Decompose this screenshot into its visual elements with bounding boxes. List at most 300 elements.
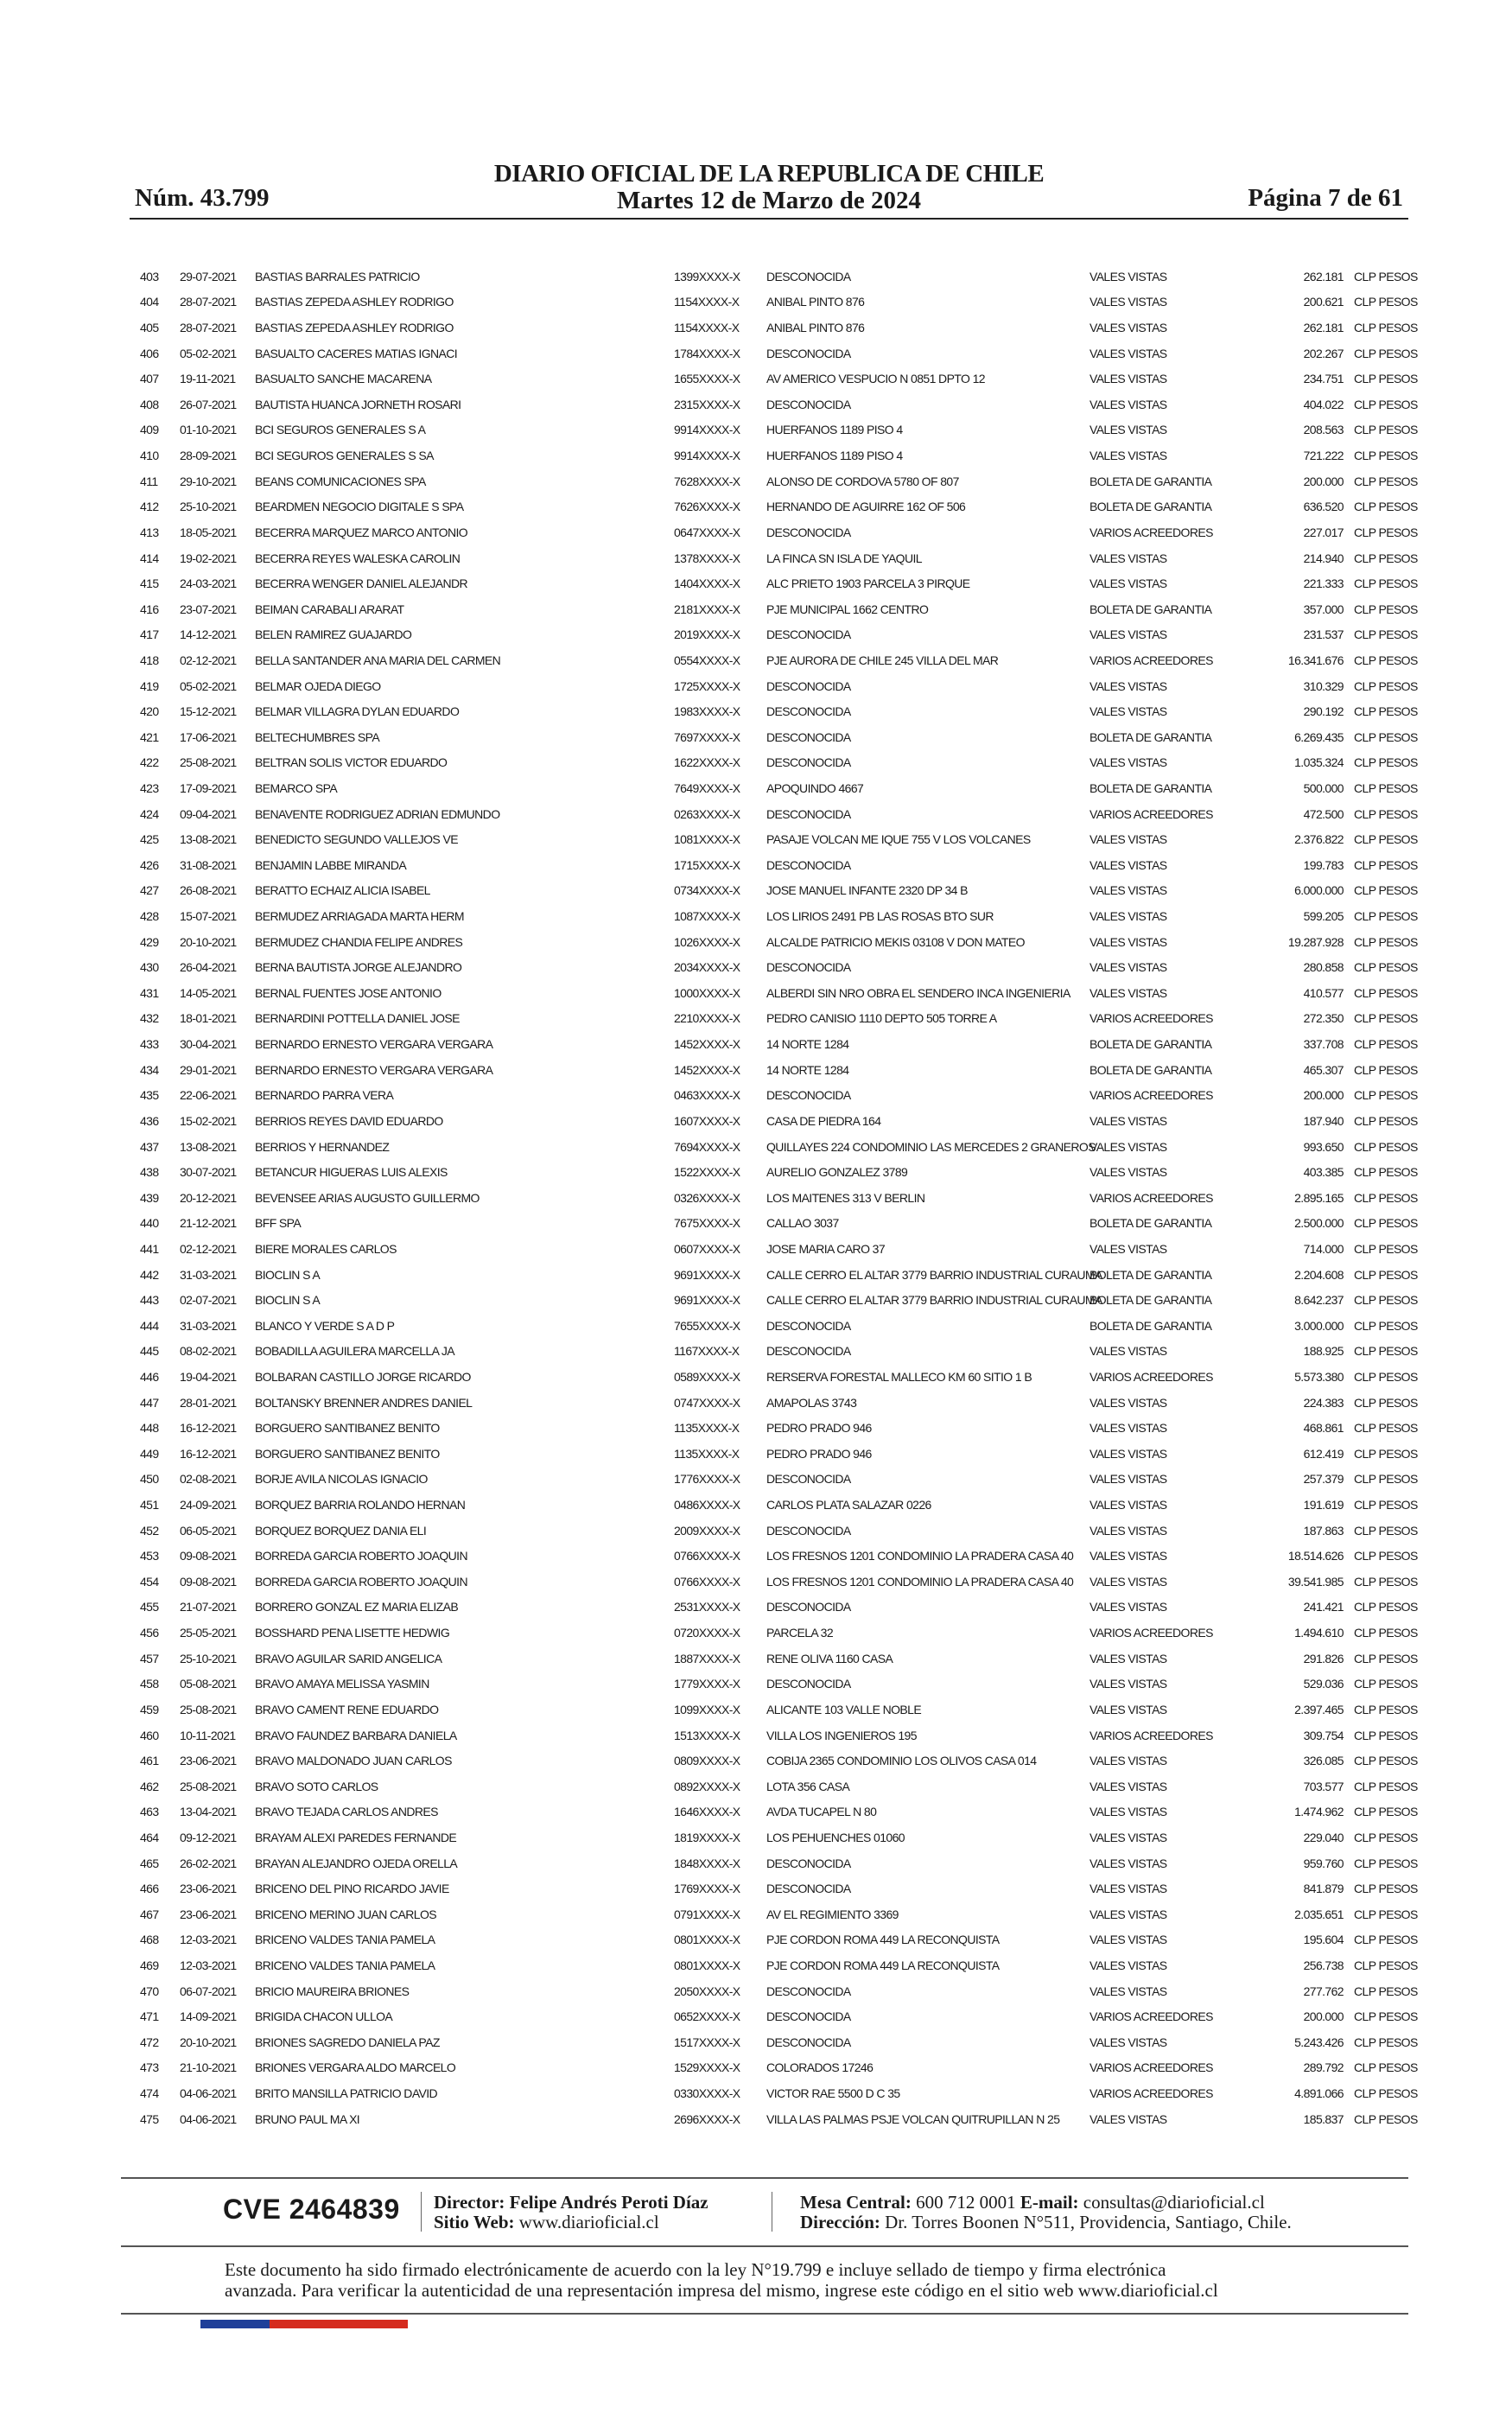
row-address: COBIJA 2365 CONDOMINIO LOS OLIVOS CASA 014 bbox=[766, 1754, 1037, 1768]
row-address: DESCONOCIDA bbox=[766, 1677, 851, 1691]
flag-stripe bbox=[200, 2320, 408, 2328]
row-rut: 1452XXXX-X bbox=[674, 1062, 740, 1077]
row-type: VARIOS ACREEDORES bbox=[1090, 1370, 1213, 1384]
row-date: 17-06-2021 bbox=[180, 729, 237, 744]
row-name: BRAVO MALDONADO JUAN CARLOS bbox=[255, 1754, 452, 1768]
row-currency: CLP PESOS bbox=[1354, 806, 1418, 821]
row-name: BORREDA GARCIA ROBERTO JOAQUIN bbox=[255, 1574, 467, 1589]
row-rut: 0747XXXX-X bbox=[674, 1395, 740, 1410]
row-number: 418 bbox=[140, 653, 159, 667]
row-rut: 1887XXXX-X bbox=[674, 1651, 740, 1665]
row-number: 449 bbox=[140, 1446, 159, 1461]
row-rut: 9914XXXX-X bbox=[674, 449, 740, 463]
table-row bbox=[140, 392, 1408, 417]
row-type: VALES VISTAS bbox=[1090, 372, 1167, 386]
row-rut: 0766XXXX-X bbox=[674, 1574, 740, 1589]
row-amount: 224.383 bbox=[1303, 1395, 1344, 1410]
row-rut: 2531XXXX-X bbox=[674, 1600, 740, 1614]
row-amount: 187.863 bbox=[1303, 1523, 1344, 1538]
row-name: BERMUDEZ ARRIAGADA MARTA HERM bbox=[255, 909, 464, 924]
table-row bbox=[140, 929, 1408, 955]
row-type: VALES VISTAS bbox=[1090, 909, 1167, 924]
table-row bbox=[140, 1083, 1408, 1109]
row-name: BERRIOS REYES DAVID EDUARDO bbox=[255, 1113, 443, 1128]
row-amount: 357.000 bbox=[1303, 602, 1344, 616]
row-name: BASTIAS ZEPEDA ASHLEY RODRIGO bbox=[255, 321, 454, 335]
table-row bbox=[140, 852, 1408, 878]
row-date: 04-06-2021 bbox=[180, 2111, 237, 2126]
row-type: VALES VISTAS bbox=[1090, 1395, 1167, 1410]
row-amount: 200.621 bbox=[1303, 295, 1344, 309]
records-body bbox=[140, 264, 1418, 2131]
row-type: VALES VISTAS bbox=[1090, 1241, 1167, 1256]
row-number: 456 bbox=[140, 1626, 159, 1640]
row-date: 15-02-2021 bbox=[180, 1113, 237, 1128]
row-number: 425 bbox=[140, 832, 159, 847]
masthead bbox=[130, 161, 1408, 214]
cve-code: CVE 2464839 bbox=[223, 2194, 400, 2225]
row-address: 14 NORTE 1284 bbox=[766, 1037, 849, 1052]
row-rut: 0263XXXX-X bbox=[674, 806, 740, 821]
row-number: 442 bbox=[140, 1267, 159, 1282]
row-type: VALES VISTAS bbox=[1090, 1165, 1167, 1180]
row-type: VALES VISTAS bbox=[1090, 1907, 1167, 1921]
row-rut: 1167XXXX-X bbox=[674, 1344, 740, 1359]
email-label: E-mail: bbox=[1020, 2192, 1079, 2213]
row-amount: 2.500.000 bbox=[1294, 1216, 1344, 1231]
row-name: BENAVENTE RODRIGUEZ ADRIAN EDMUNDO bbox=[255, 806, 500, 821]
row-amount: 191.619 bbox=[1303, 1498, 1344, 1512]
row-number: 422 bbox=[140, 755, 159, 770]
row-number: 431 bbox=[140, 985, 159, 1000]
row-currency: CLP PESOS bbox=[1354, 1702, 1418, 1716]
row-type: VARIOS ACREEDORES bbox=[1090, 806, 1213, 821]
row-amount: 231.537 bbox=[1303, 627, 1344, 642]
row-rut: 0463XXXX-X bbox=[674, 1088, 740, 1103]
table-row bbox=[140, 1159, 1408, 1185]
table-row bbox=[140, 1672, 1408, 1697]
row-type: VARIOS ACREEDORES bbox=[1090, 1011, 1213, 1026]
row-name: BERNARDINI POTTELLA DANIEL JOSE bbox=[255, 1011, 460, 1026]
publication-date: Martes 12 de Marzo de 2024 bbox=[617, 187, 921, 214]
row-name: BECERRA REYES WALESKA CAROLIN bbox=[255, 551, 461, 565]
row-currency: CLP PESOS bbox=[1354, 1446, 1418, 1461]
row-currency: CLP PESOS bbox=[1354, 525, 1418, 539]
flag-blue-segment bbox=[200, 2320, 270, 2328]
row-name: BRITO MANSILLA PATRICIO DAVID bbox=[255, 2086, 438, 2101]
row-name: BELEN RAMIREZ GUAJARDO bbox=[255, 627, 412, 642]
row-date: 09-04-2021 bbox=[180, 806, 237, 821]
row-number: 465 bbox=[140, 1856, 159, 1870]
row-number: 419 bbox=[140, 678, 159, 693]
row-name: BOLTANSKY BRENNER ANDRES DANIEL bbox=[255, 1395, 473, 1410]
row-address: LOS MAITENES 313 V BERLIN bbox=[766, 1190, 925, 1205]
row-amount: 2.376.822 bbox=[1294, 832, 1344, 847]
row-address: DESCONOCIDA bbox=[766, 627, 851, 642]
row-number: 429 bbox=[140, 934, 159, 949]
row-currency: CLP PESOS bbox=[1354, 985, 1418, 1000]
row-type: VALES VISTAS bbox=[1090, 551, 1167, 565]
row-number: 467 bbox=[140, 1907, 159, 1921]
row-number: 426 bbox=[140, 857, 159, 872]
row-name: BERATTO ECHAIZ ALICIA ISABEL bbox=[255, 883, 430, 898]
row-rut: 1026XXXX-X bbox=[674, 934, 740, 949]
row-name: BRAVO CAMENT RENE EDUARDO bbox=[255, 1702, 439, 1716]
table-row bbox=[140, 2055, 1408, 2081]
row-number: 451 bbox=[140, 1498, 159, 1512]
row-rut: 0801XXXX-X bbox=[674, 1933, 740, 1947]
row-amount: 199.783 bbox=[1303, 857, 1344, 872]
row-date: 12-03-2021 bbox=[180, 1958, 237, 1973]
row-amount: 290.192 bbox=[1303, 704, 1344, 719]
row-rut: 2315XXXX-X bbox=[674, 397, 740, 411]
row-rut: 0486XXXX-X bbox=[674, 1498, 740, 1512]
row-number: 468 bbox=[140, 1933, 159, 1947]
row-date: 20-12-2021 bbox=[180, 1190, 237, 1205]
table-row bbox=[140, 1364, 1408, 1390]
table-row bbox=[140, 698, 1408, 724]
row-name: BORJE AVILA NICOLAS IGNACIO bbox=[255, 1472, 428, 1487]
table-row bbox=[140, 494, 1408, 519]
site-link[interactable]: www.diarioficial.cl bbox=[518, 2212, 659, 2232]
row-type: VARIOS ACREEDORES bbox=[1090, 653, 1213, 667]
row-type: VALES VISTAS bbox=[1090, 1421, 1167, 1436]
row-currency: CLP PESOS bbox=[1354, 653, 1418, 667]
row-number: 405 bbox=[140, 321, 159, 335]
row-currency: CLP PESOS bbox=[1354, 960, 1418, 975]
email-link[interactable]: consultas@diarioficial.cl bbox=[1083, 2192, 1265, 2213]
row-currency: CLP PESOS bbox=[1354, 1882, 1418, 1896]
row-address: PJE AURORA DE CHILE 245 VILLA DEL MAR bbox=[766, 653, 999, 667]
row-date: 22-06-2021 bbox=[180, 1088, 237, 1103]
row-amount: 188.925 bbox=[1303, 1344, 1344, 1359]
row-name: BRIGIDA CHACON ULLOA bbox=[255, 2009, 393, 2024]
row-rut: 1622XXXX-X bbox=[674, 755, 740, 770]
row-currency: CLP PESOS bbox=[1354, 1574, 1418, 1589]
row-number: 438 bbox=[140, 1165, 159, 1180]
row-address: CARLOS PLATA SALAZAR 0226 bbox=[766, 1498, 931, 1512]
row-type: VALES VISTAS bbox=[1090, 1805, 1167, 1819]
row-rut: 2034XXXX-X bbox=[674, 960, 740, 975]
row-rut: 1135XXXX-X bbox=[674, 1421, 740, 1436]
row-name: BEIMAN CARABALI ARARAT bbox=[255, 602, 404, 616]
row-name: BRAVO AGUILAR SARID ANGELICA bbox=[255, 1651, 442, 1665]
row-type: VALES VISTAS bbox=[1090, 1139, 1167, 1154]
row-type: BOLETA DE GARANTIA bbox=[1090, 1037, 1212, 1052]
row-rut: 9691XXXX-X bbox=[674, 1267, 740, 1282]
row-number: 446 bbox=[140, 1370, 159, 1384]
table-row bbox=[140, 1569, 1408, 1595]
table-row bbox=[140, 724, 1408, 750]
row-rut: 0326XXXX-X bbox=[674, 1190, 740, 1205]
table-row bbox=[140, 647, 1408, 673]
row-name: BRAVO SOTO CARLOS bbox=[255, 1779, 378, 1793]
director-block bbox=[434, 2193, 708, 2232]
row-date: 09-08-2021 bbox=[180, 1549, 237, 1563]
row-name: BRICIO MAUREIRA BRIONES bbox=[255, 1984, 410, 1998]
row-currency: CLP PESOS bbox=[1354, 576, 1418, 591]
row-currency: CLP PESOS bbox=[1354, 1318, 1418, 1333]
row-amount: 291.826 bbox=[1303, 1651, 1344, 1665]
row-date: 31-03-2021 bbox=[180, 1267, 237, 1282]
row-amount: 703.577 bbox=[1303, 1779, 1344, 1793]
row-currency: CLP PESOS bbox=[1354, 755, 1418, 770]
row-amount: 465.307 bbox=[1303, 1062, 1344, 1077]
row-type: VALES VISTAS bbox=[1090, 1958, 1167, 1973]
row-date: 08-02-2021 bbox=[180, 1344, 237, 1359]
row-type: VALES VISTAS bbox=[1090, 934, 1167, 949]
row-date: 18-01-2021 bbox=[180, 1011, 237, 1026]
row-rut: 2009XXXX-X bbox=[674, 1523, 740, 1538]
table-row bbox=[140, 2003, 1408, 2029]
row-rut: 0652XXXX-X bbox=[674, 2009, 740, 2024]
row-address: DESCONOCIDA bbox=[766, 960, 851, 975]
row-address: DESCONOCIDA bbox=[766, 346, 851, 360]
row-number: 455 bbox=[140, 1600, 159, 1614]
row-number: 437 bbox=[140, 1139, 159, 1154]
row-address: PEDRO PRADO 946 bbox=[766, 1421, 872, 1436]
row-amount: 187.940 bbox=[1303, 1113, 1344, 1128]
row-type: BOLETA DE GARANTIA bbox=[1090, 1216, 1212, 1231]
row-rut: 1154XXXX-X bbox=[674, 295, 740, 309]
row-rut: 0607XXXX-X bbox=[674, 1241, 740, 1256]
row-address: PJE CORDON ROMA 449 LA RECONQUISTA bbox=[766, 1933, 1000, 1947]
row-amount: 18.514.626 bbox=[1287, 1549, 1344, 1563]
row-name: BEANS COMUNICACIONES SPA bbox=[255, 474, 426, 488]
row-number: 432 bbox=[140, 1011, 159, 1026]
row-address: PJE CORDON ROMA 449 LA RECONQUISTA bbox=[766, 1958, 1000, 1973]
row-type: VALES VISTAS bbox=[1090, 960, 1167, 975]
table-row bbox=[140, 1850, 1408, 1876]
row-rut: 1784XXXX-X bbox=[674, 346, 740, 360]
row-rut: 2050XXXX-X bbox=[674, 1984, 740, 1998]
row-address: ALICANTE 103 VALLE NOBLE bbox=[766, 1702, 922, 1716]
row-type: BOLETA DE GARANTIA bbox=[1090, 729, 1212, 744]
row-currency: CLP PESOS bbox=[1354, 857, 1418, 872]
row-name: BOSSHARD PENA LISETTE HEDWIG bbox=[255, 1626, 450, 1640]
row-date: 23-06-2021 bbox=[180, 1754, 237, 1768]
row-address: ANIBAL PINTO 876 bbox=[766, 295, 865, 309]
table-row bbox=[140, 596, 1408, 622]
row-type: BOLETA DE GARANTIA bbox=[1090, 1318, 1212, 1333]
row-currency: CLP PESOS bbox=[1354, 372, 1418, 386]
row-amount: 227.017 bbox=[1303, 525, 1344, 539]
row-type: VALES VISTAS bbox=[1090, 1830, 1167, 1844]
row-name: BERRIOS Y HERNANDEZ bbox=[255, 1139, 390, 1154]
row-type: VALES VISTAS bbox=[1090, 1754, 1167, 1768]
row-name: BRAVO TEJADA CARLOS ANDRES bbox=[255, 1805, 438, 1819]
row-currency: CLP PESOS bbox=[1354, 2111, 1418, 2126]
row-number: 444 bbox=[140, 1318, 159, 1333]
row-rut: 2696XXXX-X bbox=[674, 2111, 740, 2126]
row-address: DESCONOCIDA bbox=[766, 678, 851, 693]
row-number: 410 bbox=[140, 449, 159, 463]
row-type: BOLETA DE GARANTIA bbox=[1090, 1267, 1212, 1282]
row-number: 435 bbox=[140, 1088, 159, 1103]
row-date: 09-12-2021 bbox=[180, 1830, 237, 1844]
row-rut: 1522XXXX-X bbox=[674, 1165, 740, 1180]
row-amount: 8.642.237 bbox=[1294, 1293, 1344, 1308]
row-address: LOS FRESNOS 1201 CONDOMINIO LA PRADERA CASA 40 bbox=[766, 1574, 1074, 1589]
row-name: BIERE MORALES CARLOS bbox=[255, 1241, 397, 1256]
row-type: VALES VISTAS bbox=[1090, 397, 1167, 411]
row-amount: 272.350 bbox=[1303, 1011, 1344, 1026]
row-date: 10-11-2021 bbox=[180, 1728, 236, 1742]
row-currency: CLP PESOS bbox=[1354, 1830, 1418, 1844]
row-currency: CLP PESOS bbox=[1354, 1088, 1418, 1103]
row-rut: 1087XXXX-X bbox=[674, 909, 740, 924]
row-date: 13-08-2021 bbox=[180, 832, 237, 847]
table-row bbox=[140, 1415, 1408, 1441]
table-row bbox=[140, 1774, 1408, 1799]
row-number: 464 bbox=[140, 1830, 159, 1844]
row-name: BOBADILLA AGUILERA MARCELLA JA bbox=[255, 1344, 454, 1359]
row-currency: CLP PESOS bbox=[1354, 1395, 1418, 1410]
row-date: 25-08-2021 bbox=[180, 1779, 237, 1793]
row-rut: 1378XXXX-X bbox=[674, 551, 740, 565]
table-row bbox=[140, 417, 1408, 443]
table-row bbox=[140, 366, 1408, 392]
row-address: ALONSO DE CORDOVA 5780 OF 807 bbox=[766, 474, 959, 488]
row-type: VALES VISTAS bbox=[1090, 1600, 1167, 1614]
table-row bbox=[140, 1006, 1408, 1032]
row-type: VALES VISTAS bbox=[1090, 755, 1167, 770]
row-type: VALES VISTAS bbox=[1090, 857, 1167, 872]
table-row bbox=[140, 1697, 1408, 1723]
row-amount: 214.940 bbox=[1303, 551, 1344, 565]
row-amount: 1.474.962 bbox=[1294, 1805, 1344, 1819]
row-rut: 2210XXXX-X bbox=[674, 1011, 740, 1026]
row-number: 433 bbox=[140, 1037, 159, 1052]
row-amount: 410.577 bbox=[1303, 985, 1344, 1000]
row-amount: 185.837 bbox=[1303, 2111, 1344, 2126]
director-name: Felipe Andrés Peroti Díaz bbox=[509, 2192, 708, 2213]
row-address: HUERFANOS 1189 PISO 4 bbox=[766, 449, 903, 463]
row-rut: 0554XXXX-X bbox=[674, 653, 740, 667]
row-type: VALES VISTAS bbox=[1090, 295, 1167, 309]
row-amount: 221.333 bbox=[1303, 576, 1344, 591]
row-rut: 1607XXXX-X bbox=[674, 1113, 740, 1128]
row-date: 06-07-2021 bbox=[180, 1984, 237, 1998]
row-name: BECERRA WENGER DANIEL ALEJANDR bbox=[255, 576, 467, 591]
row-date: 28-01-2021 bbox=[180, 1395, 237, 1410]
row-amount: 195.604 bbox=[1303, 1933, 1344, 1947]
row-date: 25-08-2021 bbox=[180, 1702, 237, 1716]
row-currency: CLP PESOS bbox=[1354, 602, 1418, 616]
row-rut: 1517XXXX-X bbox=[674, 2035, 740, 2049]
row-amount: 289.792 bbox=[1303, 2060, 1344, 2075]
row-date: 25-10-2021 bbox=[180, 1651, 237, 1665]
row-address: AV AMERICO VESPUCIO N 0851 DPTO 12 bbox=[766, 372, 985, 386]
table-row bbox=[140, 315, 1408, 341]
row-currency: CLP PESOS bbox=[1354, 1267, 1418, 1282]
row-type: VALES VISTAS bbox=[1090, 1882, 1167, 1896]
row-type: VARIOS ACREEDORES bbox=[1090, 2086, 1213, 2101]
row-type: BOLETA DE GARANTIA bbox=[1090, 602, 1212, 616]
row-address: DESCONOCIDA bbox=[766, 1600, 851, 1614]
row-date: 04-06-2021 bbox=[180, 2086, 237, 2101]
row-date: 31-03-2021 bbox=[180, 1318, 237, 1333]
row-type: VARIOS ACREEDORES bbox=[1090, 2009, 1213, 2024]
row-address: CASA DE PIEDRA 164 bbox=[766, 1113, 881, 1128]
row-name: BASUALTO CACERES MATIAS IGNACI bbox=[255, 346, 458, 360]
table-row bbox=[140, 1031, 1408, 1057]
table-row bbox=[140, 1799, 1408, 1825]
table-row bbox=[140, 1390, 1408, 1416]
row-rut: 0766XXXX-X bbox=[674, 1549, 740, 1563]
table-row bbox=[140, 954, 1408, 980]
row-currency: CLP PESOS bbox=[1354, 397, 1418, 411]
row-address: CALLE CERRO EL ALTAR 3779 BARRIO INDUSTRIAL CURAUMA bbox=[766, 1293, 1102, 1308]
row-address: CALLE CERRO EL ALTAR 3779 BARRIO INDUSTRIAL CURAUMA bbox=[766, 1267, 1102, 1282]
row-rut: 0791XXXX-X bbox=[674, 1907, 740, 1921]
row-date: 21-12-2021 bbox=[180, 1216, 237, 1231]
table-row bbox=[140, 1467, 1408, 1493]
row-number: 423 bbox=[140, 780, 159, 795]
row-name: BRICENO DEL PINO RICARDO JAVIE bbox=[255, 1882, 449, 1896]
row-type: VALES VISTAS bbox=[1090, 346, 1167, 360]
row-address: JOSE MARIA CARO 37 bbox=[766, 1241, 886, 1256]
row-amount: 1.035.324 bbox=[1294, 755, 1344, 770]
row-amount: 39.541.985 bbox=[1287, 1574, 1344, 1589]
row-currency: CLP PESOS bbox=[1354, 832, 1418, 847]
row-number: 413 bbox=[140, 525, 159, 539]
row-currency: CLP PESOS bbox=[1354, 1190, 1418, 1205]
table-row bbox=[140, 519, 1408, 545]
publication-title: DIARIO OFICIAL DE LA REPUBLICA DE CHILE bbox=[493, 160, 1045, 188]
row-type: VARIOS ACREEDORES bbox=[1090, 1190, 1213, 1205]
row-name: BELTRAN SOLIS VICTOR EDUARDO bbox=[255, 755, 448, 770]
row-rut: 1646XXXX-X bbox=[674, 1805, 740, 1819]
row-number: 421 bbox=[140, 729, 159, 744]
row-address: ALC PRIETO 1903 PARCELA 3 PIRQUE bbox=[766, 576, 970, 591]
row-amount: 1.494.610 bbox=[1294, 1626, 1344, 1640]
row-currency: CLP PESOS bbox=[1354, 1498, 1418, 1512]
row-currency: CLP PESOS bbox=[1354, 1421, 1418, 1436]
row-number: 416 bbox=[140, 602, 159, 616]
row-amount: 257.379 bbox=[1303, 1472, 1344, 1487]
row-address: PEDRO CANISIO 1110 DEPTO 505 TORRE A bbox=[766, 1011, 997, 1026]
table-row bbox=[140, 775, 1408, 801]
row-currency: CLP PESOS bbox=[1354, 678, 1418, 693]
row-rut: 9914XXXX-X bbox=[674, 423, 740, 437]
row-name: BERNARDO ERNESTO VERGARA VERGARA bbox=[255, 1062, 493, 1077]
row-rut: 1399XXXX-X bbox=[674, 269, 740, 283]
row-type: VALES VISTAS bbox=[1090, 1574, 1167, 1589]
row-currency: CLP PESOS bbox=[1354, 1958, 1418, 1973]
table-row bbox=[140, 1978, 1408, 2004]
table-row bbox=[140, 1876, 1408, 1901]
row-address: DESCONOCIDA bbox=[766, 2009, 851, 2024]
row-type: VALES VISTAS bbox=[1090, 321, 1167, 335]
row-amount: 6.000.000 bbox=[1294, 883, 1344, 898]
row-amount: 714.000 bbox=[1303, 1241, 1344, 1256]
row-name: BORRERO GONZAL EZ MARIA ELIZAB bbox=[255, 1600, 459, 1614]
row-currency: CLP PESOS bbox=[1354, 1779, 1418, 1793]
row-type: VARIOS ACREEDORES bbox=[1090, 1088, 1213, 1103]
row-address: QUILLAYES 224 CONDOMINIO LAS MERCEDES 2 GRANEROS bbox=[766, 1139, 1096, 1154]
table-row bbox=[140, 1825, 1408, 1850]
row-type: VALES VISTAS bbox=[1090, 449, 1167, 463]
row-amount: 200.000 bbox=[1303, 474, 1344, 488]
row-address: LOS LIRIOS 2491 PB LAS ROSAS BTO SUR bbox=[766, 909, 994, 924]
row-rut: 0647XXXX-X bbox=[674, 525, 740, 539]
flag-red-segment bbox=[270, 2320, 408, 2328]
row-address: PEDRO PRADO 946 bbox=[766, 1446, 872, 1461]
row-rut: 0801XXXX-X bbox=[674, 1958, 740, 1973]
row-currency: CLP PESOS bbox=[1354, 321, 1418, 335]
row-name: BASTIAS ZEPEDA ASHLEY RODRIGO bbox=[255, 295, 454, 309]
